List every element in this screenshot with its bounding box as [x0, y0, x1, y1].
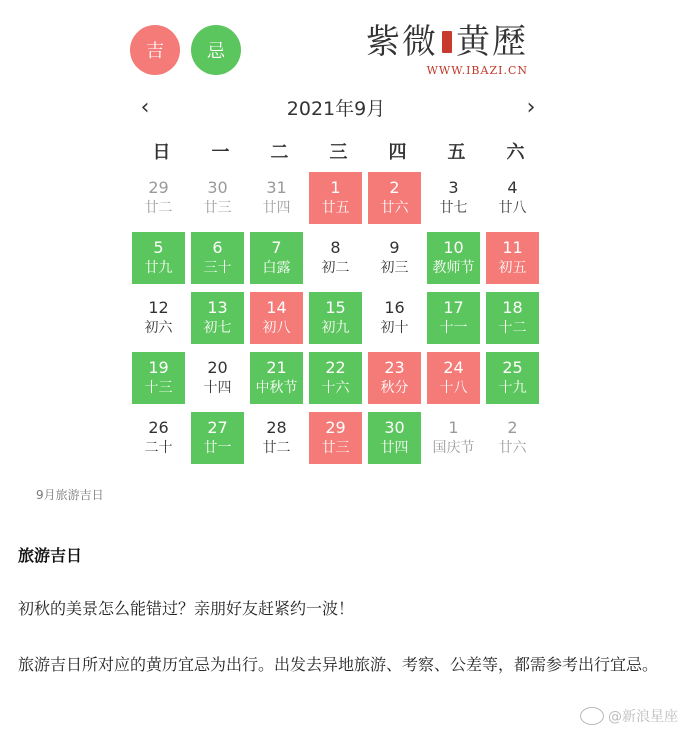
day-number: 2: [507, 418, 518, 437]
calendar-card: [122, 14, 550, 476]
lunar-date: 廿八: [498, 200, 527, 216]
lunar-date: 廿二: [144, 200, 173, 216]
day-number: 13: [207, 298, 228, 317]
day-number: 24: [443, 358, 464, 377]
lunar-date: 十一: [439, 320, 468, 336]
lunar-date: 教师节: [432, 260, 475, 276]
lunar-date: 十三: [144, 380, 173, 396]
month-title: 2021年9月: [286, 98, 386, 120]
calendar-day-cell[interactable]: [132, 292, 185, 344]
calendar-day-cell[interactable]: [427, 232, 480, 284]
lunar-date: 初九: [321, 320, 350, 336]
calendar-day-cell[interactable]: [368, 292, 421, 344]
day-number: 11: [502, 238, 523, 257]
calendar-week-row: [132, 292, 550, 352]
brand-title: [366, 22, 528, 62]
calendar-day-cell[interactable]: [132, 352, 185, 404]
day-number: 17: [443, 298, 464, 317]
calendar-day-cell[interactable]: [486, 352, 539, 404]
calendar-day-cell[interactable]: [191, 172, 244, 224]
lunar-date: 中秋节: [255, 380, 298, 396]
day-number: 15: [325, 298, 346, 317]
calendar-day-cell[interactable]: [427, 172, 480, 224]
article-paragraph-2: 旅游吉日所对应的黄历宜忌为出行。出发去异地旅游、考察、公差等，都需参考出行宜忌。: [18, 655, 659, 674]
day-number: 30: [384, 418, 405, 437]
lunar-date: 十九: [498, 380, 527, 396]
lunar-date: 三十: [203, 260, 232, 276]
day-number: 14: [266, 298, 287, 317]
weekday-sun: 日: [152, 142, 171, 163]
day-number: 9: [389, 238, 400, 257]
lunar-date: 廿一: [203, 440, 232, 456]
day-number: 7: [271, 238, 282, 257]
lunar-date: 廿五: [321, 200, 350, 216]
day-number: 30: [207, 178, 228, 197]
lunar-date: 初八: [262, 320, 291, 336]
day-number: 25: [502, 358, 523, 377]
calendar-day-cell[interactable]: [250, 172, 303, 224]
article-paragraph-1: 初秋的美景怎么能错过？亲朋好友赶紧约一波！: [18, 599, 355, 618]
lunar-date: 国庆节: [432, 440, 475, 456]
calendar-day-cell[interactable]: [250, 352, 303, 404]
calendar-day-cell[interactable]: [486, 172, 539, 224]
day-number: 6: [212, 238, 223, 257]
day-number: 27: [207, 418, 228, 437]
calendar-week-row: [132, 232, 550, 292]
brand-url: WWW.IBAZI.CN: [426, 64, 528, 77]
weekday-wed: 三: [329, 142, 348, 163]
image-caption: 9月旅游吉日: [36, 488, 104, 502]
lunar-date: 廿二: [262, 440, 291, 456]
lunar-date: 初十: [380, 320, 409, 336]
calendar-day-cell[interactable]: [309, 172, 362, 224]
lunar-date: 十八: [439, 380, 468, 396]
weekday-sat: 六: [506, 142, 525, 163]
day-number: 20: [207, 358, 228, 377]
day-number: 10: [443, 238, 464, 257]
calendar-day-cell[interactable]: [250, 412, 303, 464]
lunar-date: 廿七: [439, 200, 468, 216]
lunar-date: 廿六: [498, 440, 527, 456]
day-number: 28: [266, 418, 287, 437]
calendar-day-cell[interactable]: [486, 412, 539, 464]
day-number: 1: [448, 418, 459, 437]
day-number: 12: [148, 298, 169, 317]
calendar-day-cell[interactable]: [486, 232, 539, 284]
lunar-date: 初六: [144, 320, 173, 336]
lunar-date: 廿三: [321, 440, 350, 456]
article-heading: 旅游吉日: [18, 546, 83, 565]
lunar-date: 廿六: [380, 200, 409, 216]
brand-title-right: 黄歷: [456, 22, 528, 62]
day-number: 29: [148, 178, 169, 197]
calendar-day-cell[interactable]: [368, 352, 421, 404]
calendar-day-cell[interactable]: [486, 292, 539, 344]
calendar-day-cell[interactable]: [191, 352, 244, 404]
calendar-day-cell[interactable]: [132, 172, 185, 224]
lunar-date: 二十: [144, 440, 173, 456]
day-number: 18: [502, 298, 523, 317]
calendar-day-cell[interactable]: [250, 292, 303, 344]
calendar-day-cell[interactable]: [309, 352, 362, 404]
day-number: 1: [330, 178, 341, 197]
brand-logo: [366, 22, 528, 77]
lunar-date: 秋分: [380, 380, 409, 396]
day-number: 16: [384, 298, 405, 317]
calendar-day-cell[interactable]: [250, 232, 303, 284]
lunar-date: 初七: [203, 320, 232, 336]
prev-month-arrow-icon[interactable]: ‹: [140, 94, 150, 120]
calendar-day-cell[interactable]: [309, 232, 362, 284]
calendar-day-cell[interactable]: [309, 412, 362, 464]
day-number: 31: [266, 178, 287, 197]
lunar-date: 十四: [203, 380, 232, 396]
lunar-date: 廿九: [144, 260, 173, 276]
weekday-header: [132, 138, 550, 164]
weibo-icon: [580, 707, 604, 725]
lunar-date: 十六: [321, 380, 350, 396]
calendar-week-row: [132, 352, 550, 412]
brand-title-left: 紫微: [366, 22, 438, 62]
weekday-mon: 一: [211, 142, 230, 163]
day-number: 23: [384, 358, 405, 377]
day-number: 22: [325, 358, 346, 377]
day-number: 19: [148, 358, 169, 377]
calendar-day-cell[interactable]: [427, 412, 480, 464]
calendar-day-cell[interactable]: [132, 232, 185, 284]
calendar-day-cell[interactable]: [191, 412, 244, 464]
calendar-day-cell[interactable]: [368, 172, 421, 224]
watermark-text: @新浪星座: [608, 709, 678, 725]
good-legend-badge[interactable]: 吉: [130, 25, 180, 75]
calendar-grid: [132, 172, 550, 472]
calendar-day-cell[interactable]: [368, 232, 421, 284]
calendar-day-cell[interactable]: [191, 232, 244, 284]
calendar-day-cell[interactable]: [309, 292, 362, 344]
calendar-week-row: [132, 172, 550, 232]
calendar-day-cell[interactable]: [427, 352, 480, 404]
lunar-date: 初五: [498, 260, 527, 276]
weekday-fri: 五: [447, 142, 466, 163]
calendar-day-cell[interactable]: [427, 292, 480, 344]
day-number: 5: [153, 238, 164, 257]
day-number: 2: [389, 178, 400, 197]
calendar-day-cell[interactable]: [191, 292, 244, 344]
lunar-date: 初二: [321, 260, 350, 276]
month-navigation: [122, 92, 550, 122]
lunar-date: 廿三: [203, 200, 232, 216]
lunar-date: 初三: [380, 260, 409, 276]
weekday-thu: 四: [388, 142, 407, 163]
day-number: 4: [507, 178, 518, 197]
day-number: 3: [448, 178, 459, 197]
day-number: 29: [325, 418, 346, 437]
calendar-day-cell[interactable]: [132, 412, 185, 464]
weekday-tue: 二: [270, 142, 289, 163]
lunar-date: 白露: [262, 260, 291, 276]
next-month-arrow-icon[interactable]: ›: [526, 94, 536, 120]
day-number: 26: [148, 418, 169, 437]
calendar-week-row: [132, 412, 550, 472]
watermark: [580, 706, 678, 726]
calendar-day-cell[interactable]: [368, 412, 421, 464]
bad-legend-badge[interactable]: 忌: [191, 25, 241, 75]
day-number: 8: [330, 238, 341, 257]
lunar-date: 十二: [498, 320, 527, 336]
day-number: 21: [266, 358, 287, 377]
lunar-date: 廿四: [380, 440, 409, 456]
lunar-date: 廿四: [262, 200, 291, 216]
brand-seal-icon: [442, 31, 452, 53]
